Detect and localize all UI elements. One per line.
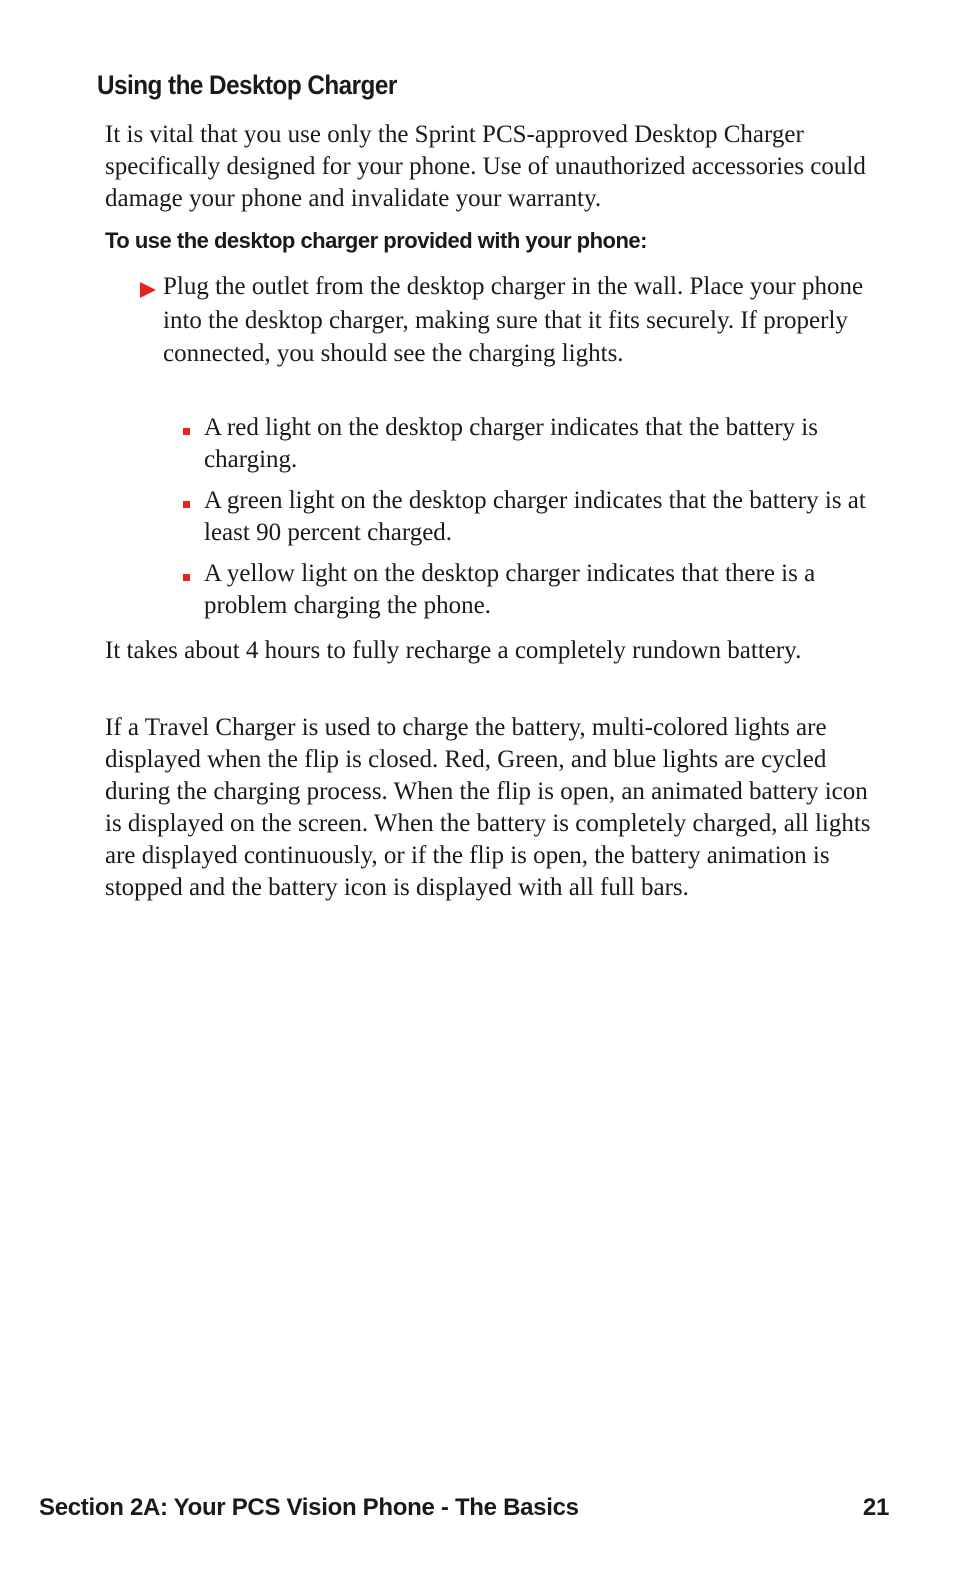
- square-bullet-icon: [183, 501, 190, 508]
- bullet-yellow-light: A yellow light on the desktop charger indicates that there is a problem charging the phone.: [204, 560, 816, 619]
- section-heading: Using the Desktop Charger: [97, 70, 397, 100]
- square-bullet-icon: [183, 574, 190, 581]
- intro-paragraph: It is vital that you use only the Sprint PCS-approved Desktop Charger specifically designed for your phone. Use of unauthorized accessories could damage your phone and invalidate your warranty.: [105, 121, 866, 212]
- travel-charger-paragraph: If a Travel Charger is used to charge the battery, multi-colored lights are displayed when the flip is closed. Red, Green, and blue lights are cycled during the charging process. When the flip is open, an animated battery icon is displayed on the screen. When the battery is completely charged, all lights are displayed continuously, or if the flip is open, the battery animation is stopped and the battery icon is displayed with all full bars.: [105, 714, 871, 901]
- procedure-heading: To use the desktop charger provided with your phone:: [105, 228, 647, 253]
- recharge-time-paragraph: It takes about 4 hours to fully recharge a completely rundown battery.: [105, 637, 802, 664]
- bullet-green-light: A green light on the desktop charger indicates that the battery is at least 90 percent charged.: [204, 487, 866, 546]
- bullet-red-light: A red light on the desktop charger indicates that the battery is charging.: [204, 414, 818, 473]
- triangle-arrow-icon: [140, 282, 156, 298]
- footer-section-title: Section 2A: Your PCS Vision Phone - The Basics: [39, 1494, 579, 1521]
- step-text: Plug the outlet from the desktop charger in the wall. Place your phone into the desktop charger, making sure that it fits securely. If properly connected, you should see the charging lights.: [163, 273, 864, 367]
- square-bullet-icon: [183, 428, 190, 435]
- page-number: 21: [862, 1494, 889, 1521]
